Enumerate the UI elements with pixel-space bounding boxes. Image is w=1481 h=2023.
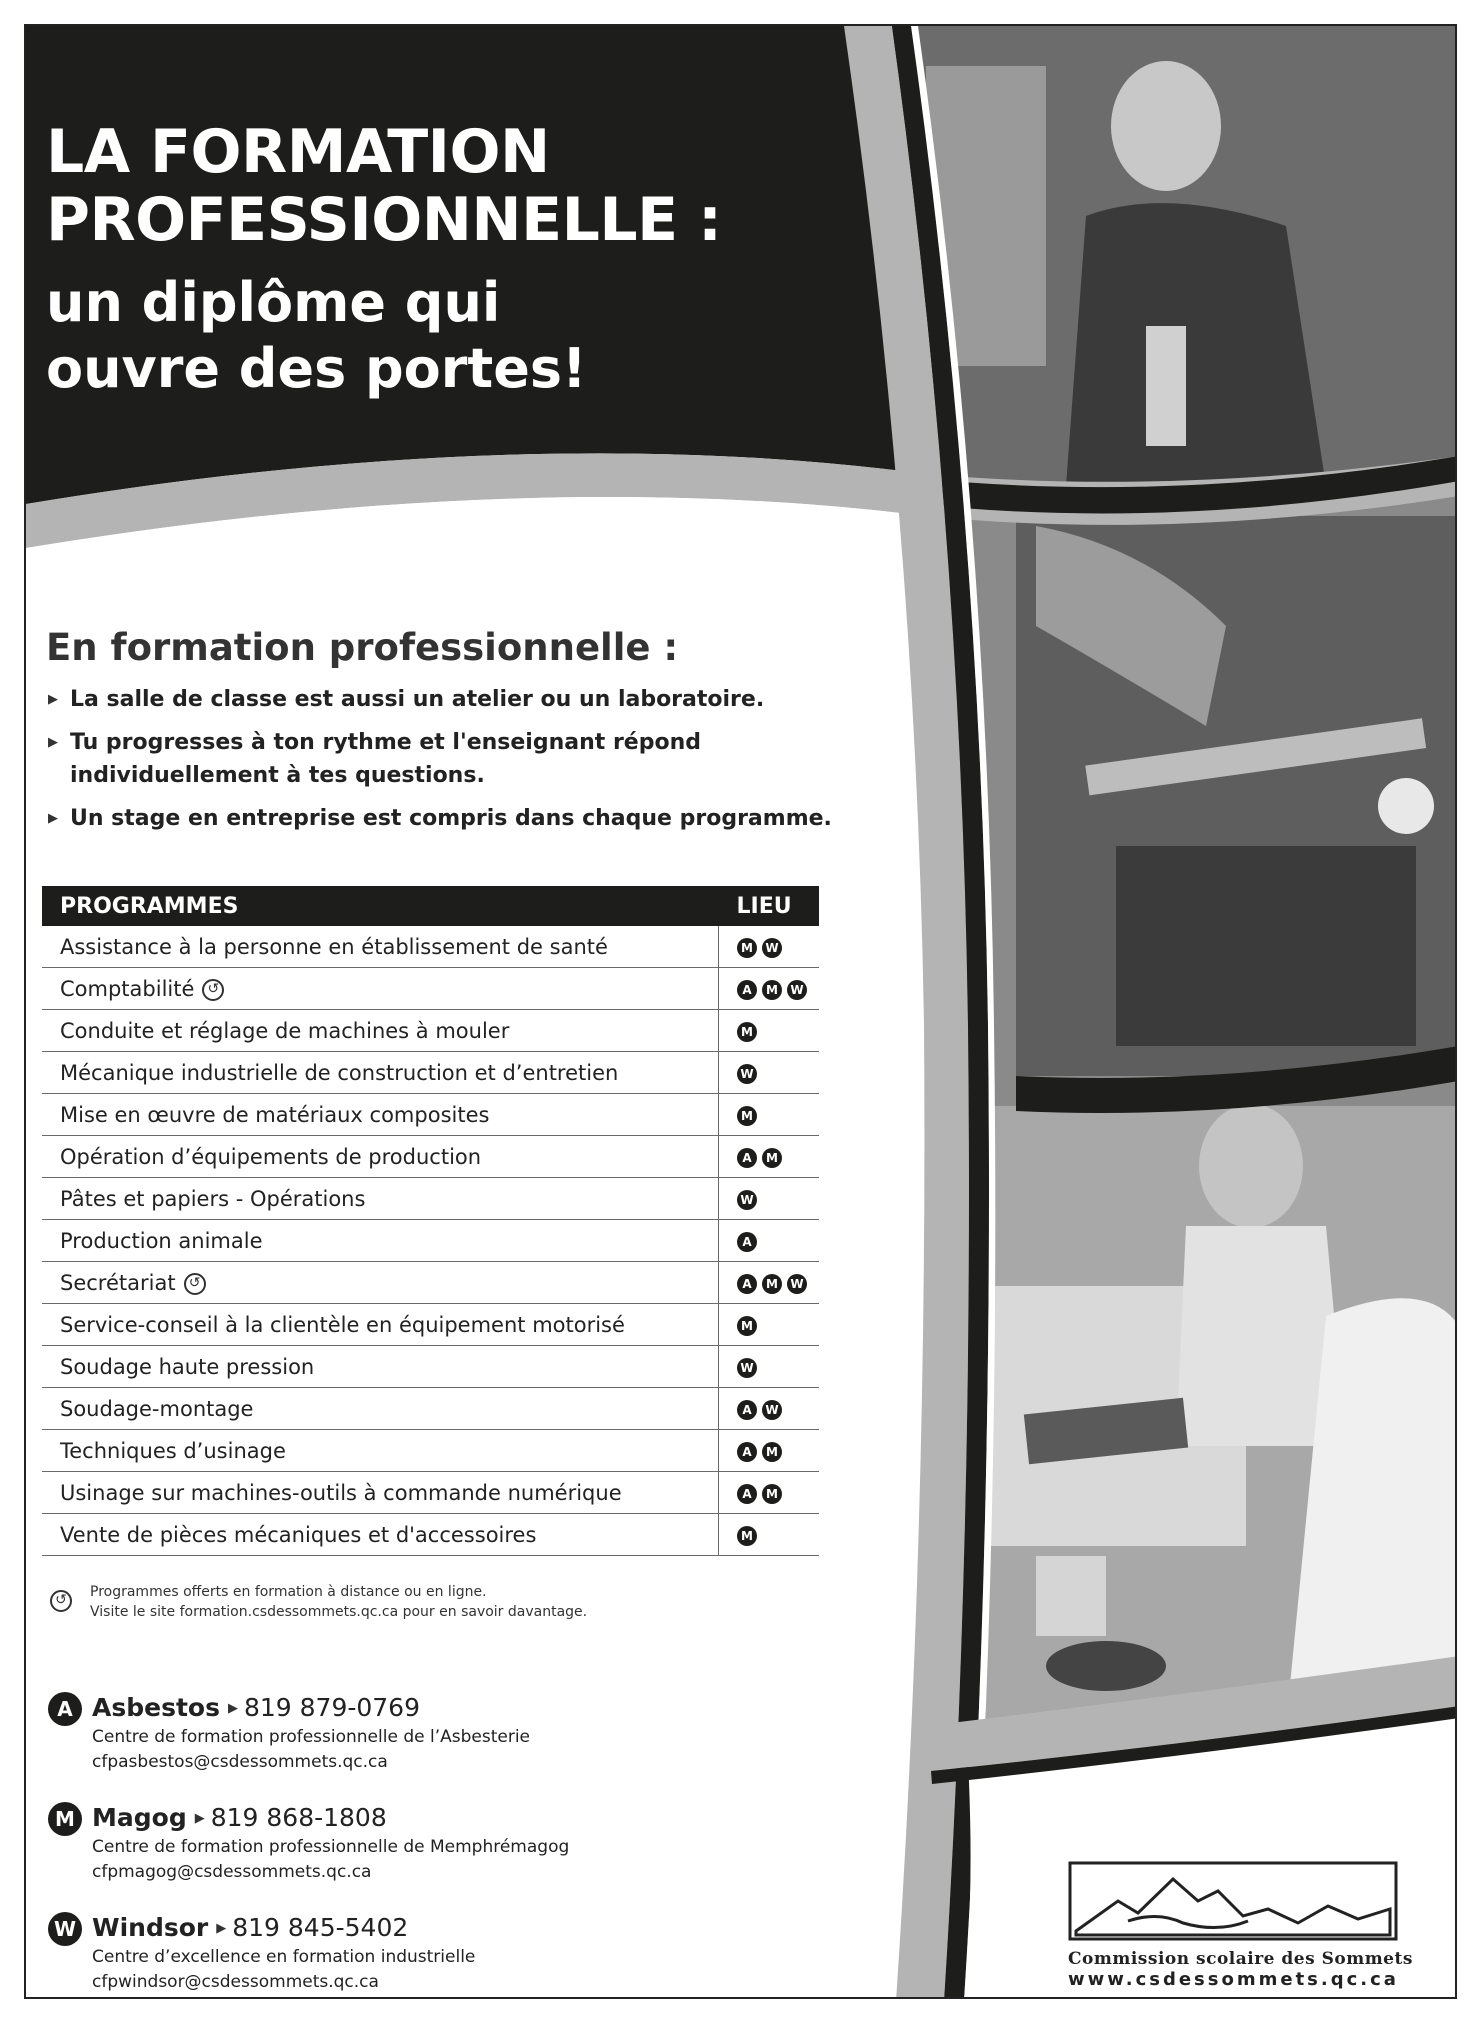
photo-welder (906, 26, 1457, 486)
location-cell (719, 1220, 820, 1262)
location-badge-a: A (737, 980, 757, 1000)
table-row (42, 1178, 819, 1220)
distance-learning-icon: ↺ (50, 1590, 72, 1612)
contact-city: Asbestos (92, 1693, 220, 1722)
location-cell (719, 1304, 820, 1346)
location-cell (719, 1388, 820, 1430)
program-cell (42, 1430, 719, 1472)
location-cell (719, 1052, 820, 1094)
table-row (42, 1514, 819, 1556)
headline-line-1: LA FORMATION (46, 117, 550, 187)
program-cell (42, 1136, 719, 1178)
headline (46, 118, 721, 402)
commission-logo (1068, 1861, 1413, 1990)
location-cell (719, 1430, 820, 1472)
arrow-right-icon: ▶ (227, 1701, 238, 1716)
contact-email: cfpwindsor@csdessommets.qc.ca (92, 1972, 379, 1992)
photo-laboratory (986, 1104, 1457, 1726)
intro-title: En formation professionnelle : (46, 626, 679, 669)
location-badge-w: W (737, 1190, 757, 1210)
table-row (42, 1094, 819, 1136)
column-lieu: LIEU (719, 886, 820, 926)
table-row (42, 1052, 819, 1094)
column-programmes: PROGRAMMES (42, 886, 719, 926)
contact-phone: 819 879-0769 (243, 1693, 420, 1722)
headline-line-2: PROFESSIONNELLE : (46, 185, 722, 255)
contact-phone: 819 845-5402 (232, 1913, 409, 1942)
contact-windsor (48, 1912, 475, 1995)
headline-line-3: un diplôme qui (46, 271, 501, 334)
programs-table-header (42, 886, 819, 926)
mountain-logo-icon (1068, 1861, 1398, 1941)
program-cell (42, 1178, 719, 1220)
program-cell (42, 926, 719, 968)
location-badge-m: M (737, 1022, 757, 1042)
contact-email: cfpmagog@csdessommets.qc.ca (92, 1862, 372, 1882)
location-badge-a: A (737, 1484, 757, 1504)
location-badge-a: A (737, 1442, 757, 1462)
location-badge-m: M (737, 1316, 757, 1336)
location-badge-a: A (737, 1400, 757, 1420)
location-badge-m: M (737, 1106, 757, 1126)
contact-magog (48, 1802, 569, 1885)
program-cell (42, 1472, 719, 1514)
program-name: Mécanique industrielle de construction et d’entretien (60, 1060, 619, 1085)
program-name: Production animale (60, 1228, 263, 1253)
program-cell (42, 1010, 719, 1052)
location-badge-m: M (762, 1274, 782, 1294)
contact-center: Centre d’excellence en formation industrielle (92, 1947, 476, 1967)
contact-city: Windsor (92, 1913, 209, 1942)
program-name: Soudage-montage (60, 1396, 254, 1421)
contact-asbestos (48, 1692, 530, 1775)
contact-city: Magog (92, 1803, 187, 1832)
program-cell (42, 1514, 719, 1556)
program-name: Techniques d’usinage (60, 1438, 286, 1463)
location-cell (719, 1136, 820, 1178)
location-badge-m: M (737, 938, 757, 958)
table-row (42, 1472, 819, 1514)
contact-center: Centre de formation professionnelle de l’Asbesterie (92, 1727, 530, 1747)
table-row (42, 926, 819, 968)
contact-email: cfpasbestos@csdessommets.qc.ca (92, 1752, 388, 1772)
program-cell (42, 1220, 719, 1262)
intro-section (46, 626, 906, 845)
location-badge-w: W (48, 1912, 82, 1946)
program-name: Conduite et réglage de machines à mouler (60, 1018, 510, 1043)
table-row (42, 1136, 819, 1178)
location-cell (719, 1514, 820, 1556)
location-badge-w: W (762, 938, 782, 958)
photo-torch-cutting (1016, 516, 1457, 1076)
table-row (42, 1388, 819, 1430)
location-badge-a: A (737, 1232, 757, 1252)
location-cell (719, 1262, 820, 1304)
table-row (42, 1346, 819, 1388)
location-cell (719, 1010, 820, 1052)
program-cell (42, 1052, 719, 1094)
program-name: Assistance à la personne en établissement de santé (60, 934, 608, 959)
program-cell (42, 1388, 719, 1430)
program-cell (42, 1346, 719, 1388)
logo-url[interactable]: www.csdessommets.qc.ca (1068, 1969, 1399, 1990)
program-name: Comptabilité (60, 976, 195, 1001)
note-line-2: Visite le site formation.csdessommets.qc.ca pour en savoir davantage. (90, 1604, 588, 1620)
location-badge-m: M (762, 1484, 782, 1504)
location-badge-m: M (48, 1802, 82, 1836)
program-name: Vente de pièces mécaniques et d'accessoires (60, 1522, 537, 1547)
location-badge-m: M (762, 1442, 782, 1462)
table-row (42, 1262, 819, 1304)
distance-learning-icon: ↺ (202, 979, 224, 1001)
headline-line-4: ouvre des portes! (46, 337, 587, 400)
location-cell (719, 1346, 820, 1388)
intro-bullet: ▶ Tu progresses à ton rythme et l'enseignant répond individuellement à tes questions. (46, 726, 890, 792)
program-name: Soudage haute pression (60, 1354, 315, 1379)
program-name: Opération d’équipements de production (60, 1144, 482, 1169)
programs-table (42, 886, 819, 1556)
location-cell (719, 968, 820, 1010)
location-badge-a: A (737, 1148, 757, 1168)
arrow-right-icon: ▶ (194, 1811, 205, 1826)
intro-bullets (46, 683, 906, 835)
location-badge-w: W (737, 1064, 757, 1084)
location-cell (719, 1094, 820, 1136)
table-row (42, 1220, 819, 1262)
intro-bullet: ▶ La salle de classe est aussi un atelier ou un laboratoire. (46, 683, 890, 716)
poster (24, 24, 1457, 1999)
location-badge-m: M (762, 980, 782, 1000)
table-row (42, 1304, 819, 1346)
program-name: Pâtes et papiers - Opérations (60, 1186, 366, 1211)
program-cell (42, 1094, 719, 1136)
program-name: Mise en œuvre de matériaux composites (60, 1102, 490, 1127)
intro-bullet: ▶ Un stage en entreprise est compris dans chaque programme. (46, 802, 890, 835)
program-cell (42, 1262, 719, 1304)
location-badge-w: W (787, 980, 807, 1000)
location-badge-m: M (737, 1526, 757, 1546)
program-name: Secrétariat (60, 1270, 176, 1295)
table-row (42, 968, 819, 1010)
location-badge-w: W (762, 1400, 782, 1420)
program-cell (42, 1304, 719, 1346)
location-badge-m: M (762, 1148, 782, 1168)
contact-phone: 819 868-1808 (210, 1803, 387, 1832)
contact-center: Centre de formation professionnelle de Memphrémagog (92, 1837, 570, 1857)
distance-learning-note (50, 1582, 587, 1622)
location-badge-w: W (737, 1358, 757, 1378)
arrow-right-icon: ▶ (216, 1921, 227, 1936)
note-line-1: Programmes offerts en formation à distance ou en ligne. (90, 1584, 487, 1600)
location-badge-a: A (737, 1274, 757, 1294)
location-badge-w: W (787, 1274, 807, 1294)
location-badge-a: A (48, 1692, 82, 1726)
program-cell (42, 968, 719, 1010)
location-cell (719, 1178, 820, 1220)
table-row (42, 1010, 819, 1052)
location-cell (719, 1472, 820, 1514)
distance-learning-icon: ↺ (184, 1273, 206, 1295)
programs-table-body (42, 926, 819, 1556)
logo-name: Commission scolaire des Sommets (1068, 1949, 1413, 1969)
program-name: Service-conseil à la clientèle en équipement motorisé (60, 1312, 625, 1337)
location-cell (719, 926, 820, 968)
program-name: Usinage sur machines-outils à commande numérique (60, 1480, 622, 1505)
table-row (42, 1430, 819, 1472)
